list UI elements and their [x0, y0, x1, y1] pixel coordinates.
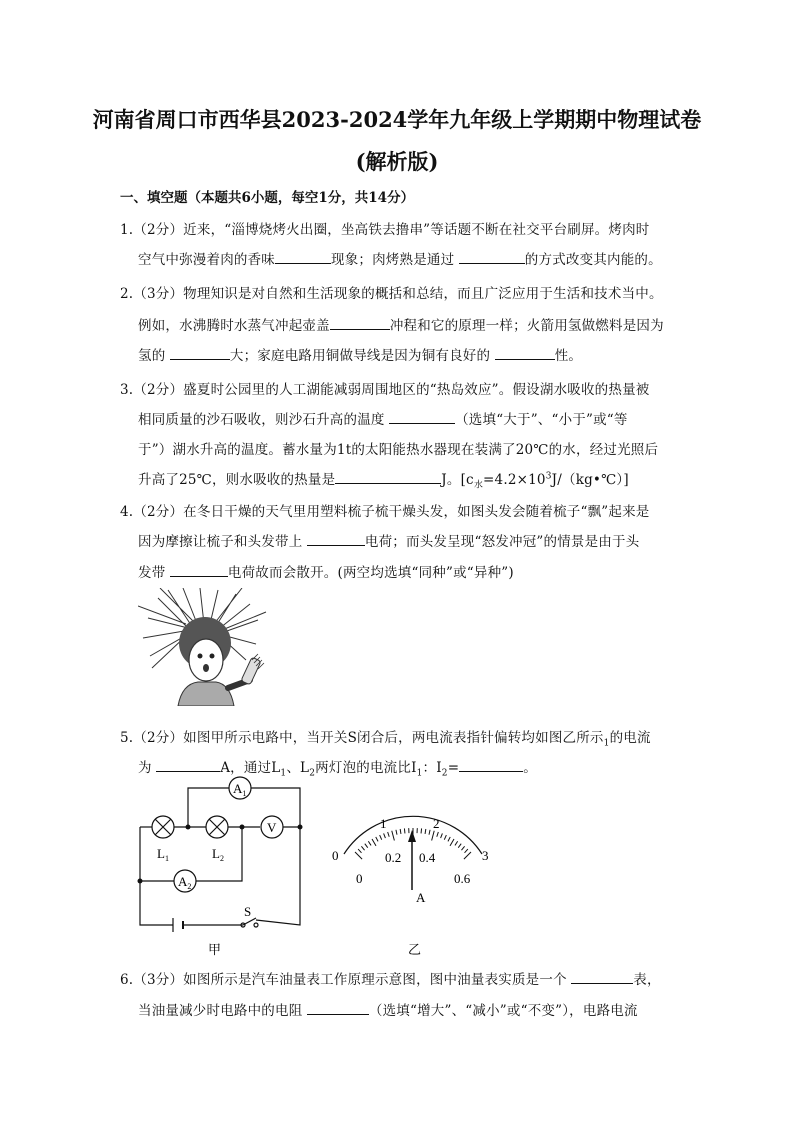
dial-tick	[432, 831, 435, 841]
voltmeter-label: V	[267, 820, 277, 835]
question-3-line-2: 相同质量的沙石吸收，则沙石升高的温度 （选填“大于”、“小于”或“等	[138, 412, 628, 428]
question-4-line-1: 4.（2分）在冬日干燥的天气里用塑料梳子梳干燥头发，如图头发会随着梳子“飘”起来是	[120, 504, 650, 520]
answer-blank[interactable]	[170, 564, 228, 577]
question-2-line-1: 2.（3分）物理知识是对自然和生活现象的概括和总结，而且广泛应用于生活和技术当中。	[120, 286, 663, 302]
answer-blank[interactable]	[307, 533, 365, 546]
dial-tick	[400, 829, 401, 834]
dial-tick	[396, 830, 397, 835]
dial-top-label-1: 1	[380, 816, 387, 831]
answer-blank[interactable]	[335, 471, 441, 484]
dial-bottom-label-0: 0	[356, 871, 363, 886]
question-1-line-1: 1.（2分）近来，“淄博烧烤火出圈，坐高铁去撸串”等话题不断在社交平台刷屏。烤肉时	[120, 222, 650, 238]
dial-bottom-label-1: 0.2	[385, 850, 402, 865]
dial-tick	[448, 837, 450, 841]
static-hair-illustration	[138, 588, 278, 706]
dial-tick	[355, 852, 362, 859]
dial-tick	[465, 849, 468, 853]
answer-blank[interactable]	[307, 1002, 369, 1015]
circuit-diagram	[130, 770, 310, 960]
dial-tick	[444, 835, 446, 840]
answer-blank[interactable]	[459, 251, 525, 264]
question-4-line-3: 发带 电荷故而会散开。(两空均选填“同种”或“异种”)	[138, 565, 514, 581]
dial-tick	[384, 833, 386, 838]
question-5-line-1: 5.（2分）如图甲所示电路中，当开关S闭合后，两电流表指针偏转均如图乙所示$_1$的电流	[120, 730, 651, 749]
question-3-line-4: 升高了25℃，则水吸收的热量是 J。$[c_水=4.2\times 10^3J/(kg•℃)]$	[138, 471, 629, 491]
answer-blank[interactable]	[389, 411, 455, 424]
dial-tick	[361, 846, 364, 850]
dial-tick	[421, 828, 422, 833]
dial-tick	[392, 831, 395, 841]
answer-blank[interactable]	[495, 347, 555, 360]
dial-top-label-2: 2	[433, 816, 440, 831]
dial-tick	[380, 835, 382, 840]
question-1-line-2: 空气中弥漫着肉的香味 现象；肉烤熟是通过 的方式改变其内能的。	[138, 252, 662, 268]
dial-tick	[372, 839, 376, 846]
question-2-line-3: 氢的 大；家庭电路用铜做导线是因为铜有良好的 性。	[138, 348, 583, 364]
dial-top-label-3: 3	[482, 848, 489, 863]
question-2-line-2: 例如，水沸腾时水蒸气冲起壶盖 冲程和它的原理一样；火箭用氢做燃料是因为	[138, 318, 664, 334]
dial-tick	[365, 844, 368, 848]
figure-caption-jia: 甲	[208, 942, 222, 957]
question-3-line-1: 3.（2分）盛夏时公园里的人工湖能减弱周围地区的“热岛效应”。假设湖水吸收的热量被	[120, 382, 650, 398]
dial-tick	[429, 830, 430, 835]
dial-tick	[404, 828, 405, 833]
ammeter-a1-label: $A_1$	[233, 781, 247, 798]
answer-blank[interactable]	[170, 347, 230, 360]
dial-top-label-0: 0	[332, 848, 339, 863]
ammeter-a2-label: $A_2$	[178, 874, 192, 891]
dial-tick	[358, 849, 361, 853]
dial-tick	[368, 841, 371, 845]
dial-bottom-label-3: 0.6	[454, 871, 471, 886]
answer-blank[interactable]	[459, 759, 523, 772]
dial-tick	[464, 852, 471, 859]
dial-unit-label: A	[416, 890, 426, 905]
paper-title: 河南省周口市西华县2023-2024学年九年级上学期期中物理试卷	[92, 107, 702, 132]
question-5-line-2: 为 A，通过$L_1$、$L_2$两灯泡的电流比$I_1$：$I_2=$ 。	[138, 760, 537, 779]
lamp-l1-label: $L_1$	[157, 846, 169, 863]
dial-tick	[388, 832, 390, 837]
figure-caption-yi: 乙	[408, 942, 422, 957]
switch-label: S	[244, 904, 252, 919]
dial-bottom-label-2: 0.4	[419, 850, 436, 865]
dial-tick	[458, 844, 461, 848]
question-4-line-2: 因为摩擦让梳子和头发带上 电荷；而头发呈现“怒发冲冠”的情景是由于头	[138, 534, 640, 550]
question-6-line-1: 6.（3分）如图所示是汽车油量表工作原理示意图，图中油量表实质是一个 表，	[120, 972, 661, 988]
dial-tick	[450, 839, 454, 846]
dial-tick	[455, 841, 458, 845]
dial-tick	[437, 832, 439, 837]
dial-tick	[376, 837, 378, 841]
dial-tick	[425, 829, 426, 834]
answer-blank[interactable]	[330, 317, 390, 330]
question-3-line-3: 于”）湖水升高的温度。蓄水量为1t的太阳能热水器现在装满了20℃的水，经过光照后	[138, 442, 659, 458]
dial-tick	[461, 846, 464, 850]
ammeter-dial	[330, 810, 500, 958]
lamp-l2-label: $L_2$	[212, 846, 224, 863]
dial-tick	[441, 833, 443, 838]
answer-blank[interactable]	[275, 251, 331, 264]
answer-blank[interactable]	[571, 971, 633, 984]
paper-subtitle: (解析版)	[355, 149, 439, 174]
section-heading: 一、填空题（本题共6小题，每空1分，共14分）	[120, 190, 415, 206]
question-6-line-2: 当油量减少时电路中的电阻 （选填“增大”、“减小”或“不变”），电路电流	[138, 1003, 638, 1019]
